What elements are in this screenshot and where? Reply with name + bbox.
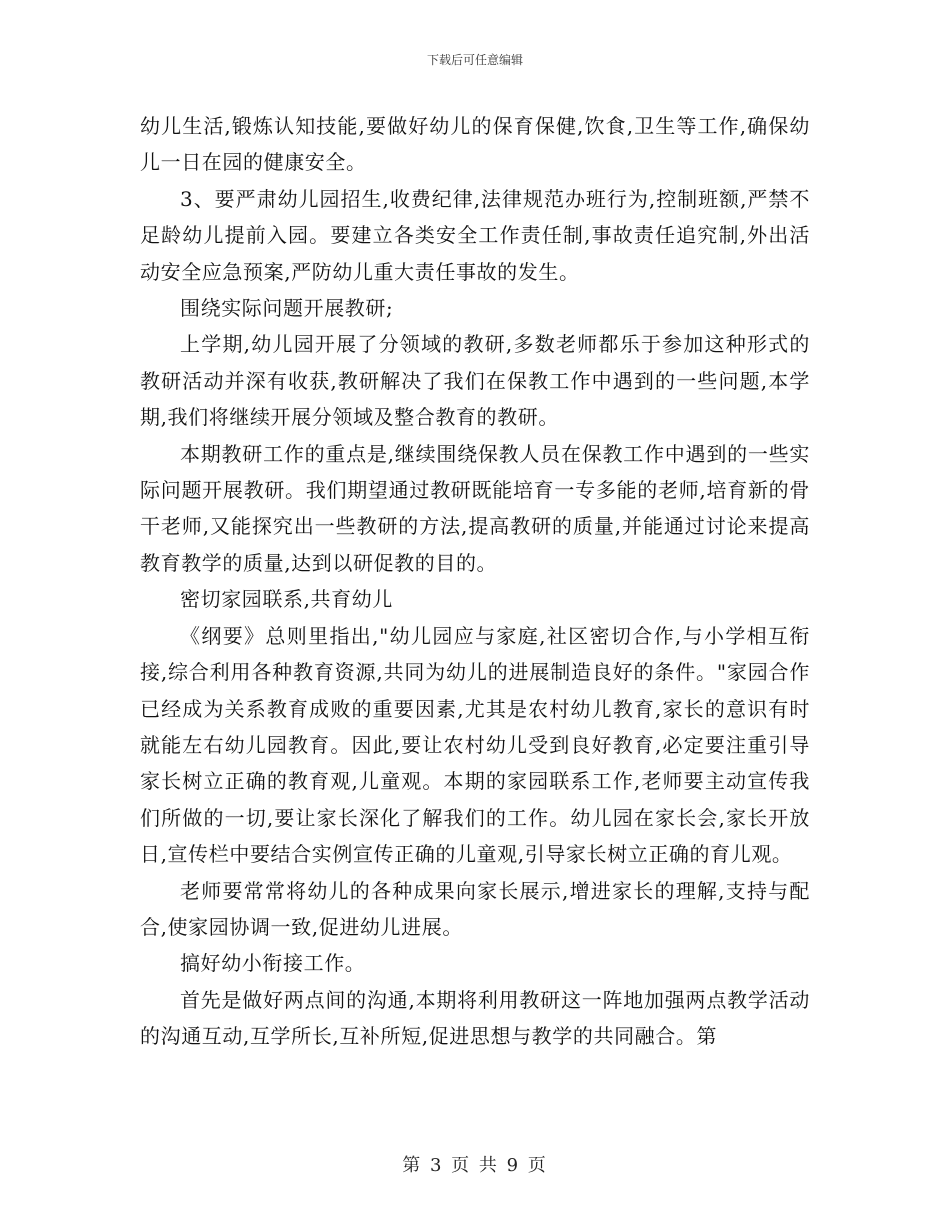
page-header: 下载后可任意编辑 bbox=[426, 53, 523, 67]
section-heading: 搞好幼小衔接工作。 bbox=[180, 951, 366, 976]
section-heading: 密切家园联系,共育幼儿 bbox=[180, 587, 393, 612]
paragraph: 本期教研工作的重点是,继续围绕保教人员在保教工作中遇到的一些实际问题开展教研。我们期望通过教研既能培育一专多能的老师,培育新的骨干老师,又能探究出一些教研的方法,提高教研的质量,并能通过讨论来提高教育教学的质量,达到以研促教的目的。 bbox=[140, 441, 810, 575]
paragraph: 3、要严肃幼儿园招生,收费纪律,法律规范办班行为,控制班额,严禁不足龄幼儿提前入园。要建立各类安全工作责任制,事故责任追究制,外出活动安全应急预案,严防幼儿重大责任事故的发生。 bbox=[140, 186, 810, 284]
paragraph: 《纲要》总则里指出,"幼儿园应与家庭,社区密切合作,与小学相互衔接,综合利用各种教育资源,共同为幼儿的进展制造良好的条件。"家园合作已经成为关系教育成败的重要因素,尤其是农村幼儿教育,家长的意识有时就能左右幼儿园教育。因此,要让农村幼儿受到良好教育,必定要注重引导家长树立正确的教育观,儿童观。本期的家园联系工作,老师要主动宣传我们所做的一切,要让家长深化了解我们的工作。幼儿园在家长会,家长开放日,宣传栏中要结合实例宣传正确的儿童观,引导家长树立正确的育儿观。 bbox=[140, 623, 810, 867]
page-number: 第 3 页 共 9 页 bbox=[402, 1155, 548, 1176]
paragraph: 老师要常常将幼儿的各种成果向家长展示,增进家长的理解,支持与配合,使家园协调一致,促进幼儿进展。 bbox=[140, 878, 810, 939]
document-body bbox=[140, 108, 810, 1055]
section-heading: 围绕实际问题开展教研; bbox=[180, 296, 394, 321]
paragraph: 幼儿生活,锻炼认知技能,要做好幼儿的保育保健,饮食,卫生等工作,确保幼儿一日在园的健康安全。 bbox=[140, 114, 810, 175]
paragraph: 首先是做好两点间的沟通,本期将利用教研这一阵地加强两点教学活动的沟通互动,互学所长,互补所短,促进思想与教学的共同融合。第 bbox=[140, 987, 810, 1049]
paragraph: 上学期,幼儿园开展了分领域的教研,多数老师都乐于参加这种形式的教研活动并深有收获,教研解决了我们在保教工作中遇到的一些问题,本学期,我们将继续开展分领域及整合教育的教研。 bbox=[140, 332, 810, 430]
